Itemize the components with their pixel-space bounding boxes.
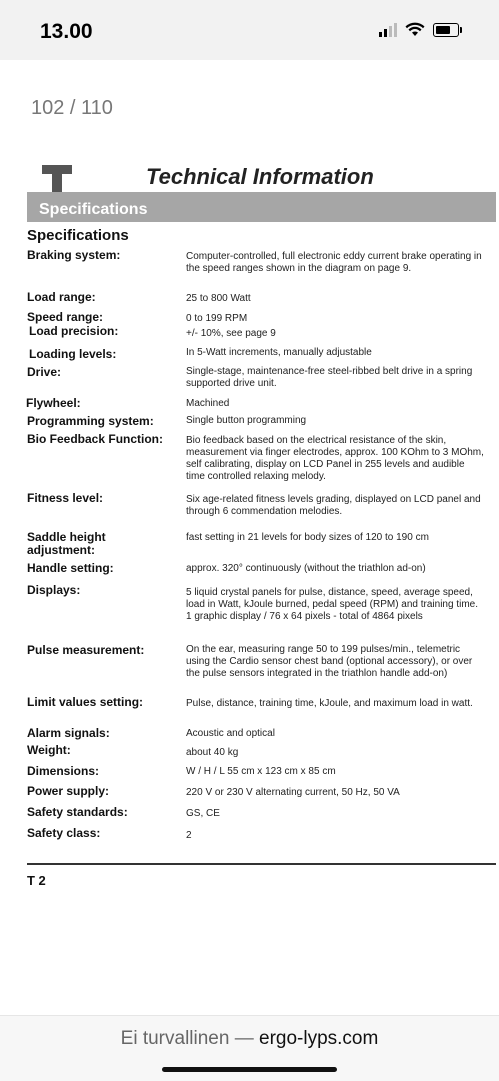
spec-label-displays: Displays: (27, 583, 81, 597)
spec-label-dimensions: Dimensions: (27, 764, 100, 778)
url-display[interactable] (0, 1028, 499, 1050)
spec-label-load-range: Load range: (27, 290, 96, 304)
security-text: Ei turvallinen — (120, 1028, 259, 1049)
spec-label-braking-system: Braking system: (27, 248, 121, 262)
spec-label-safety-standards: Safety standards: (27, 805, 128, 819)
spec-value-braking-system: Computer-controlled, full electronic eddy current brake operating in the speed ranges shown in the diagram on page 9. (186, 251, 482, 274)
spec-value-safety-class: 2 (186, 830, 192, 841)
status-bar (0, 0, 499, 60)
wifi-icon (405, 22, 425, 37)
document-page (0, 155, 499, 895)
document-title: Technical Information (146, 164, 374, 189)
spec-value-load-range: 25 to 800 Watt (186, 293, 251, 304)
spec-label-flywheel: Flywheel: (26, 396, 81, 410)
spec-value-bio-feedback: Bio feedback based on the electrical resistance of the skin, measurement via finger electrodes, approx. 100 KOhm to 3 MOhm, self calibrating, display on LCD Panel in 255 levels and audible time controlled relaxing melody. (186, 435, 484, 482)
spec-value-drive: Single-stage, maintenance-free steel-ribbed belt drive in a spring supported drive unit. (186, 366, 473, 389)
spec-value-speed-range: 0 to 199 RPM (186, 313, 248, 324)
spec-label-bio-feedback: Bio Feedback Function: (27, 432, 164, 446)
spec-value-dimensions: W / H / L 55 cm x 123 cm x 85 cm (186, 766, 336, 777)
spec-value-fitness-level: Six age-related fitness levels grading, displayed on LCD panel and through 6 commendation melodies. (186, 494, 481, 517)
spec-value-flywheel: Machined (186, 398, 230, 409)
spec-label-alarm-signals: Alarm signals: (27, 726, 110, 740)
spec-value-load-precision: +/- 10%, see page 9 (186, 328, 276, 339)
spec-label-pulse-measurement: Pulse measurement: (27, 643, 145, 657)
spec-label-weight: Weight: (27, 743, 71, 757)
spec-label-handle-setting: Handle setting: (27, 561, 114, 575)
spec-value-displays: 5 liquid crystal panels for pulse, distance, speed, average speed, load in Watt, kJoule burned, pedal speed (RPM) and training time. 1 graphic display / 76 x 64 pixels - total of 4864 pixels (186, 587, 479, 622)
page-label: T 2 (27, 873, 46, 888)
spec-value-saddle-height: fast setting in 21 levels for body sizes of 120 to 190 cm (186, 532, 429, 543)
band-label: Specifications (39, 201, 148, 218)
spec-label-safety-class: Safety class: (27, 826, 101, 840)
status-time: 13.00 (40, 20, 93, 43)
battery-icon (433, 23, 459, 37)
spec-value-pulse-measurement: On the ear, measuring range 50 to 199 pulses/min., telemetric using the Cardio sensor chest band (optional accessory), or over the pulse sensors integrated in the triathlon handle add-on) (186, 644, 473, 679)
home-indicator[interactable] (162, 1067, 337, 1072)
spec-value-limit-values: Pulse, distance, training time, kJoule, and maximum load in watt. (186, 698, 473, 709)
specifications-band (27, 192, 496, 222)
spec-value-alarm-signals: Acoustic and optical (186, 728, 275, 739)
spec-value-safety-standards: GS, CE (186, 808, 220, 819)
browser-address-bar[interactable] (0, 1015, 499, 1081)
section-heading: Specifications (27, 227, 129, 244)
spec-value-programming-system: Single button programming (186, 415, 307, 426)
spec-label-load-precision: Load precision: (29, 324, 119, 338)
status-icons (379, 22, 459, 37)
spec-label-power-supply: Power supply: (27, 784, 110, 798)
page-counter: 102 / 110 (31, 97, 113, 119)
domain-text: ergo-lyps.com (259, 1028, 379, 1049)
spec-label-drive: Drive: (27, 365, 62, 379)
spec-label-programming-system: Programming system: (27, 414, 154, 428)
spec-label-limit-values: Limit values setting: (27, 695, 144, 709)
spec-label-loading-levels: Loading levels: (29, 347, 117, 361)
page-divider (27, 863, 496, 865)
spec-value-weight: about 40 kg (186, 747, 239, 758)
spec-value-loading-levels: In 5-Watt increments, manually adjustable (186, 347, 372, 358)
cellular-signal-icon (379, 23, 397, 37)
spec-value-handle-setting: approx. 320° continuously (without the triathlon ad-on) (186, 563, 426, 574)
spec-label-fitness-level: Fitness level: (27, 491, 104, 505)
spec-value-power-supply: 220 V or 230 V alternating current, 50 Hz, 50 VA (186, 787, 400, 798)
spec-label-speed-range: Speed range: (27, 310, 104, 324)
spec-label-saddle-height: Saddle height adjustment: (27, 530, 106, 557)
